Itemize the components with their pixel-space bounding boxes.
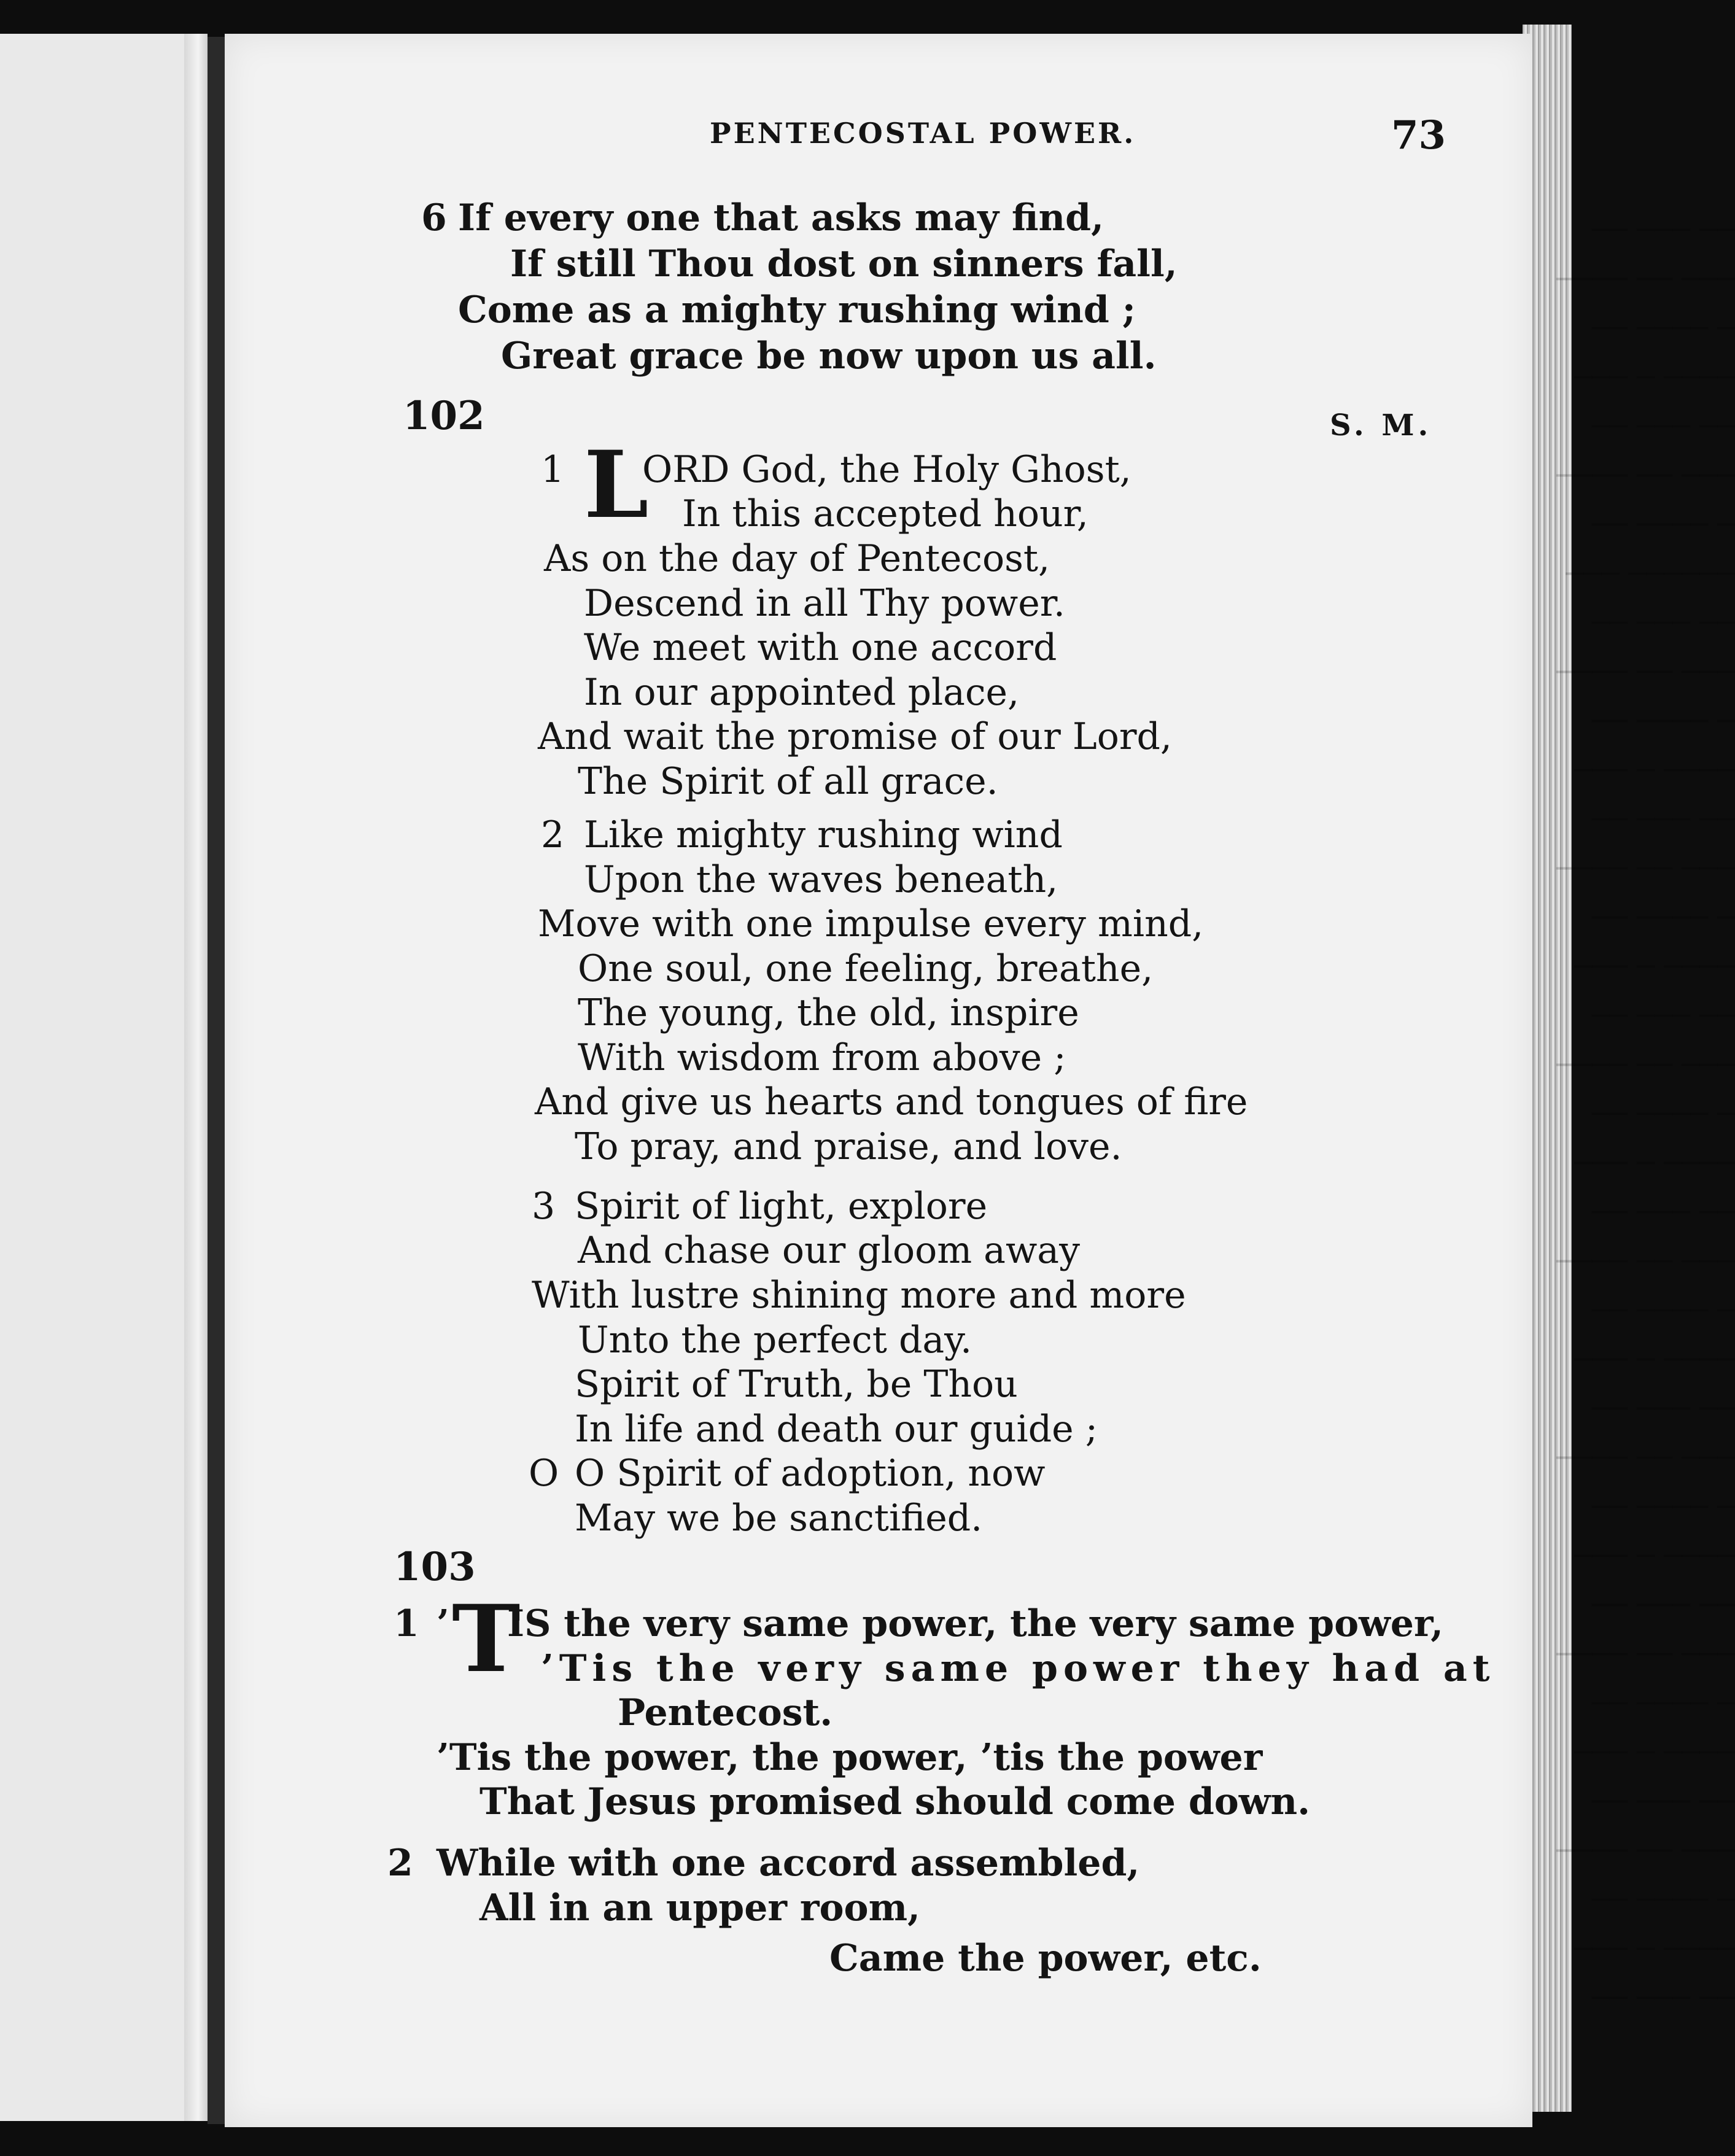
hymn-meter: S. M. — [1330, 408, 1432, 443]
hymn-line: To pray, and praise, and love. — [575, 1125, 1122, 1168]
hymn-line: The young, the old, inspire — [578, 991, 1079, 1034]
verse-number: 6 — [421, 196, 447, 239]
verse-number: 2 — [387, 1842, 413, 1885]
facing-page — [0, 34, 208, 2121]
hymn-line: Move with one impulse every mind, — [538, 902, 1204, 945]
drop-cap: L — [584, 431, 649, 539]
refrain-line: Came the power, etc. — [829, 1937, 1262, 1980]
hymn-line: Pentecost. — [618, 1691, 833, 1734]
drop-cap: T — [452, 1585, 521, 1693]
hymn-line: ’Tis the power, the power, ’tis the power — [437, 1736, 1263, 1779]
running-title: PENTECOSTAL POWER. — [710, 117, 1136, 150]
hymnal-page — [225, 34, 1735, 2127]
hymn-number: 102 — [403, 393, 485, 439]
hymn-number: 103 — [394, 1544, 476, 1590]
hymn-line: As on the day of Pentecost, — [544, 537, 1050, 580]
verse-number: 2 — [541, 813, 565, 856]
bleed-through-texture: ── ─── ── ─── ── ──── ─ ──── ── ──── ─ ─── ── ─── ── ─── ── ──── ─ ──── ── ────── ─── ── ─── ── ─── ── ──── ─ ──── ── ──── ─ ─── ── ─── ── ─── ── ──── ─ ──── ── ──── ─ ─── ── ─── ── ─── ── ──── ─ ──── ── ──── ─ ─── ── ─── ── ─── ── ──── ─ ──── ── ──── ─ ─── ── ─── ── ─── ── ──── ─ ──── ── ──── ─ ─── ── ─── ── ─── ── ──── ─ ──── ── ──── ─ ─── ── ─── ── ─── ── ──── ─ ──── ── ──── ─ ─── ── ─── ── — [1556, 213, 1735, 2015]
hymn-line: O Spirit of adoption, now — [575, 1452, 1046, 1495]
hymn-line: IS the very same power, the very same power, — [507, 1602, 1444, 1645]
hymn-line: We meet with one accord — [584, 626, 1057, 669]
verse-number: 1 — [394, 1602, 419, 1645]
hymn-line: In our appointed place, — [584, 671, 1020, 714]
hymn-line: All in an upper room, — [479, 1886, 920, 1929]
hymn-line: Spirit of light, explore — [575, 1185, 988, 1228]
hymn-line: In this accepted hour, — [682, 492, 1089, 535]
hymn-line: Like mighty rushing wind — [584, 813, 1063, 856]
hymn-line: And wait the promise of our Lord, — [538, 715, 1173, 758]
hymn-line: The Spirit of all grace. — [578, 760, 998, 803]
hymn-line: Great grace be now upon us all. — [501, 335, 1157, 378]
hymn-line: Unto the perfect day. — [578, 1319, 972, 1362]
book-gutter — [208, 37, 225, 2124]
hymn-line: May we be sanctified. — [575, 1497, 983, 1540]
verse-number: 1 — [541, 448, 565, 491]
facing-page-edge — [184, 34, 208, 2121]
hymn-line: ORD God, the Holy Ghost, — [642, 448, 1131, 491]
hymn-line: Upon the waves beneath, — [584, 858, 1058, 901]
hymn-line: If every one that asks may find, — [458, 196, 1104, 239]
hymn-line: If still Thou dost on sinners fall, — [510, 242, 1178, 285]
hymn-line: With wisdom from above ; — [578, 1036, 1066, 1079]
hymn-line: And give us hearts and tongues of fire — [535, 1080, 1248, 1123]
hymn-line: In life and death our guide ; — [575, 1408, 1098, 1451]
hymn-line: And chase our gloom away — [578, 1229, 1080, 1272]
verse-lead-letter: O — [529, 1452, 559, 1495]
hymn-line: That Jesus promised should come down. — [479, 1780, 1310, 1823]
apostrophe: ’ — [437, 1602, 449, 1645]
hymn-line: Descend in all Thy power. — [584, 582, 1065, 625]
page-number: 73 — [1391, 112, 1446, 158]
verse-number: 3 — [532, 1185, 556, 1228]
hymn-line: With lustre shining more and more — [532, 1274, 1186, 1317]
hymn-line: Come as a mighty rushing wind ; — [458, 289, 1136, 332]
hymn-line: Spirit of Truth, be Thou — [575, 1363, 1018, 1406]
hymn-line: While with one accord assembled, — [437, 1842, 1140, 1885]
hymn-line: ’Tis the very same power they had at — [541, 1647, 1496, 1690]
hymn-line: One soul, one feeling, breathe, — [578, 947, 1154, 990]
